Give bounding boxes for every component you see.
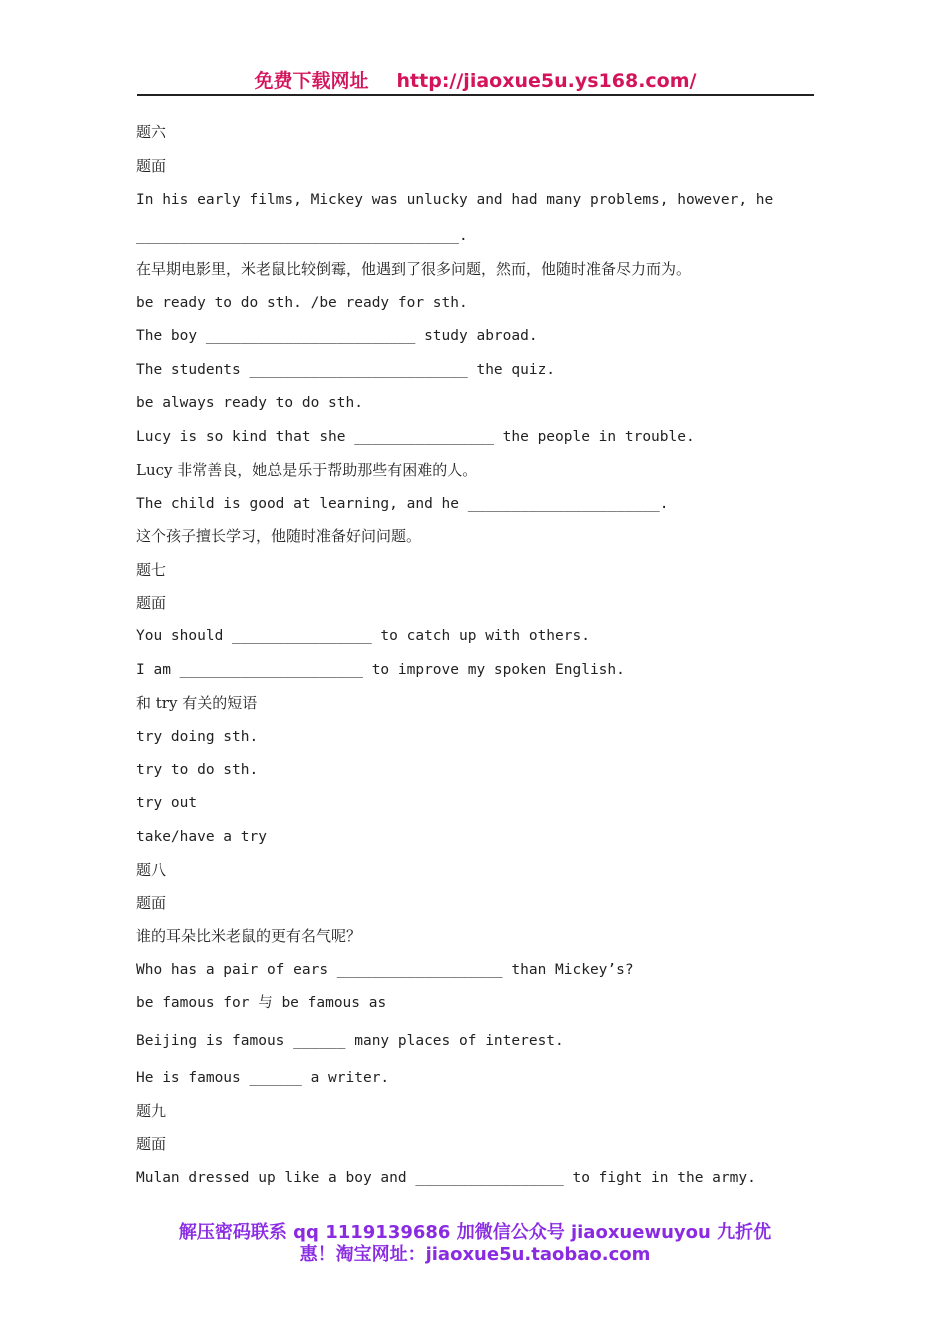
question-line: In his early films, Mickey was unlucky and had many problems, however, he <box>136 192 774 208</box>
exercise-line: The child is good at learning, and he ______________________. <box>136 496 669 512</box>
subsection-title: 题面 <box>136 1135 167 1153</box>
phrase-line: be ready to do sth. /be ready for sth. <box>136 295 468 311</box>
phrase-line: be always ready to do sth. <box>136 395 363 411</box>
phrase-heading: 和 try 有关的短语 <box>136 694 258 712</box>
header-label: 免费下载网址 <box>254 70 369 92</box>
footer-line-2[interactable]: 惠！淘宝网址：jiaoxue5u.taobao.com <box>299 1244 651 1265</box>
question-line: 谁的耳朵比米老鼠的更有名气呢？ <box>136 927 362 945</box>
section-title: 题九 <box>136 1102 167 1120</box>
footer-line-1: 解压密码联系 qq 1119139686 加微信公众号 jiaoxuewuyou 九折优 <box>178 1222 772 1243</box>
phrase-line: be famous for 与 be famous as <box>136 995 387 1011</box>
exercise-line: I am _____________________ to improve my spoken English. <box>136 662 625 678</box>
phrase-line: try out <box>136 795 198 811</box>
phrase-line: try doing sth. <box>136 729 259 745</box>
page-header <box>137 66 814 96</box>
exercise-line: The students _________________________ the quiz. <box>136 362 556 378</box>
blank-line: _____________________________________. <box>136 228 468 244</box>
translation-line: 在早期电影里，米老鼠比较倒霉，他遇到了很多问题，然而，他随时准备尽力而为。 <box>136 260 692 278</box>
header-url[interactable]: http://jiaoxue5u.ys168.com/ <box>396 70 697 92</box>
exercise-line: Mulan dressed up like a boy and _________________ to fight in the army. <box>136 1170 756 1186</box>
subsection-title: 题面 <box>136 894 167 912</box>
section-title: 题六 <box>136 123 167 141</box>
phrase-line: try to do sth. <box>136 762 259 778</box>
translation-line: 这个孩子擅长学习，他随时准备好问问题。 <box>136 527 422 545</box>
translation-line: Lucy 非常善良，她总是乐于帮助那些有困难的人。 <box>136 461 478 479</box>
exercise-line: Beijing is famous ______ many places of interest. <box>136 1033 564 1049</box>
exercise-line: He is famous ______ a writer. <box>136 1070 390 1086</box>
exercise-line: Lucy is so kind that she ________________ the people in trouble. <box>136 429 695 445</box>
exercise-line: The boy ________________________ study abroad. <box>136 328 538 344</box>
subsection-title: 题面 <box>136 157 167 175</box>
exercise-line: Who has a pair of ears ___________________ than Mickey’s? <box>136 962 634 978</box>
phrase-line: take/have a try <box>136 829 267 845</box>
exercise-line: You should ________________ to catch up with others. <box>136 628 590 644</box>
section-title: 题八 <box>136 861 167 879</box>
section-title: 题七 <box>136 561 167 579</box>
subsection-title: 题面 <box>136 594 167 612</box>
